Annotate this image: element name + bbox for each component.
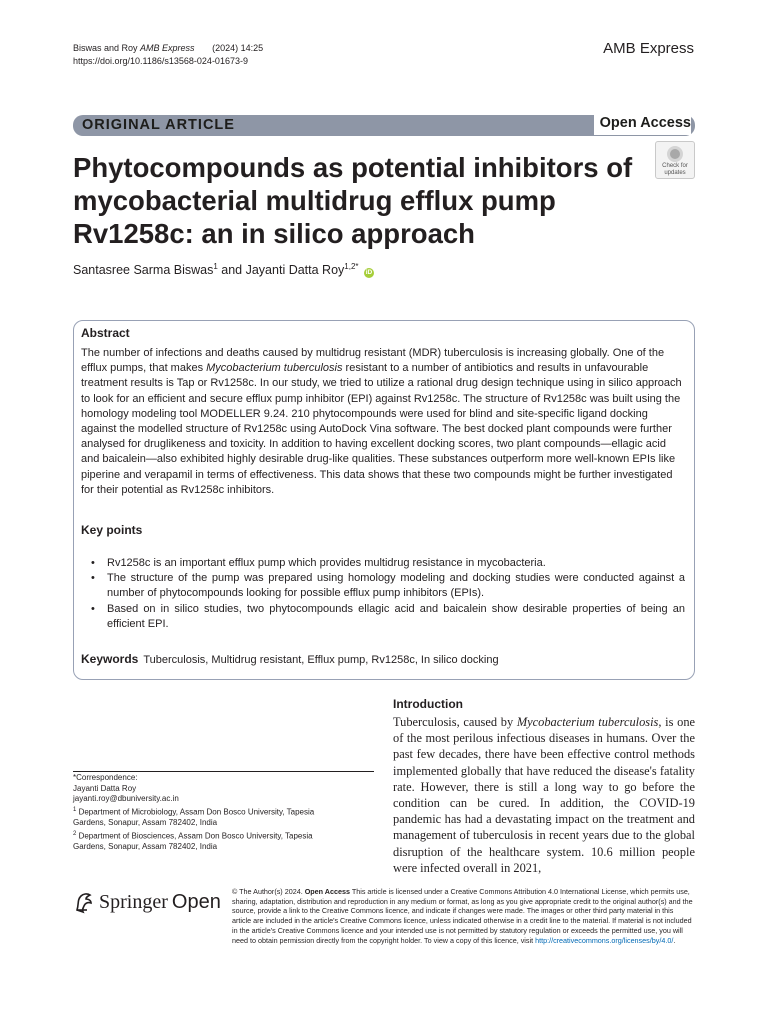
key-points-list [91,556,685,632]
article-type: ORIGINAL ARTICLE [82,117,235,133]
keywords-label: Keywords [81,652,139,666]
license-oa: Open Access [304,887,350,896]
check-updates-line2: updates [664,169,686,176]
check-updates-line1: Check for [662,163,688,169]
introduction-heading: Introduction [393,697,463,711]
keywords [81,652,499,666]
footnotes [73,773,343,852]
abstract-text-part: The number of infections and deaths caused by multidrug resistant (MDR) tuberculosis is increasing globally. One of the efflux pumps, that makes [81,347,665,375]
author-conjunction: and [217,263,246,277]
author-name: Jayanti Datta Roy [245,263,345,277]
abstract-text [81,346,685,498]
article-type-banner [73,115,695,136]
affiliation-text: Department of Microbiology, Assam Don Bosco University, Tapesia Gardens, Sonapur, Assam 782402, India [73,807,315,828]
orcid-icon[interactable]: iD [365,269,373,276]
citation-journal: AMB Express [140,43,195,53]
license-text [232,887,694,945]
doi-link[interactable]: https://doi.org/10.1186/s13568-024-01673-9 [73,56,248,66]
species-name: Mycobacterium tuberculosis [516,715,659,729]
key-points-heading: Key points [81,523,143,537]
springer-horse-icon [73,890,95,914]
license-url[interactable]: http://creativecommons.org/licenses/by/4.0/ [535,935,674,945]
license-part: . [673,935,676,945]
species-name: Mycobacterium tuberculosis [206,362,343,375]
check-for-updates-badge[interactable] [655,141,695,179]
citation-volume: (2024) 14:25 [212,43,264,53]
affiliation-text: Department of Biosciences, Assam Don Bosco University, Tapesia Gardens, Sonapur, Assam 782402, India [73,831,313,851]
correspondence-name: Jayanti Datta Roy [73,783,137,793]
journal-name: AMB Express [603,40,694,57]
springer-open-logo [73,890,221,914]
affiliation-1 [73,805,343,829]
license-part: © The Author(s) 2024. [232,887,305,896]
affiliation-number: 2 [73,830,77,837]
check-updates-icon [667,146,683,162]
author-name: Santasree Sarma Biswas [73,263,214,277]
open-access-label: Open Access [594,114,691,135]
license-part: This article is licensed under a Creative Commons Attribution 4.0 International License, which permits use, sharing, adaptation, distribution and reproduction in any medium or format, as long as you give appropriate credit to the original author(s) and the source, provide a link to the Creative Commons licence, and indicate if changes were made. The images or other third party material in this article are included in the article's Creative Commons licence, unless indicated otherwise in a credit line to the material. If material is not included in the article's Creative Commons licence and your intended use is not permitted by statutory regulation or exceeds the permitted use, you will need to obtain permission directly from the copyright holder. To view a copy of this licence, visit [232,887,693,945]
affiliation-2 [73,829,343,853]
article-title: Phytocompounds as potential inhibitors of mycobacterial multidrug efflux pump Rv1258c: an in silico approach [73,152,633,249]
abstract-text-part: resistant to a number of antibiotics and results in unfavourable treatment results is Tap or Rv1258c. In our study, we tried to utilize a rational drug design technique using in silico approach to look for an efficient and secure efflux pump inhibitor (EPI) against Rv1258c. The structure of Rv1258c was built using the homology modeling tool MODELLER 9.24. 210 phytocompounds were used for blind and site-specific ligand docking against the modelled structure of Rv1258c using AutoDock Vina software. The best docked plant compounds were further analysed for druglikeness and toxicity. In addition to having excellent docking scores, two plant compounds—ellagic acid and baicalein—also exhibited highly desirable drug-like qualities. These substances outperform more well-known EPIs like piperine and verapamil in terms of effectiveness. This data shows that these two compounds might be further investigated for their potential as Rv1258c inhibitors. [81,362,682,496]
citation-authors: Biswas and Roy [73,43,138,53]
keywords-text: Tuberculosis, Multidrug resistant, Efflux pump, Rv1258c, In silico docking [143,654,499,666]
key-point-item: • Rv1258c is an important efflux pump which provides multidrug resistance in mycobacteria. [91,556,685,571]
key-point-item: • The structure of the pump was prepared using homology modeling and docking studies were conducted against a number of phytocompounds looking for possible efflux pump inhibitors (EPIs). [91,571,685,601]
author-affiliation: 1,2* [344,262,359,271]
author-affiliation: 1 [213,262,218,271]
introduction-text [393,714,695,876]
citation-header [73,42,263,68]
correspondence-label: *Correspondence: [73,773,138,782]
intro-text-part: Tuberculosis, caused by [393,715,517,729]
publisher-name-1: Springer [99,890,168,913]
correspondence-email[interactable]: jayanti.roy@dbuniversity.ac.in [73,794,179,804]
affiliation-number: 1 [73,806,77,813]
abstract-heading: Abstract [81,326,130,340]
key-point-item: • Based on in silico studies, two phytocompounds ellagic acid and baicalein show desirable properties of being an efficient EPI. [91,602,685,632]
footnote-divider [73,771,374,772]
intro-text-part: , is one of the most perilous infectious diseases in humans. Over the past few decades, there have been effective control methods implemented globally that have reduced the disease's fatality rate. However, there is still a long way to go before the condition can be cured. In addition, the COVID-19 pandemic has had a devastating impact on the treatment and management of tuberculosis in recent years due to the global disruption of the healthcare system. 10.6 million people were infected overall in 2021, [393,715,696,875]
publisher-name-2: Open [171,890,221,913]
author-list [73,262,374,278]
